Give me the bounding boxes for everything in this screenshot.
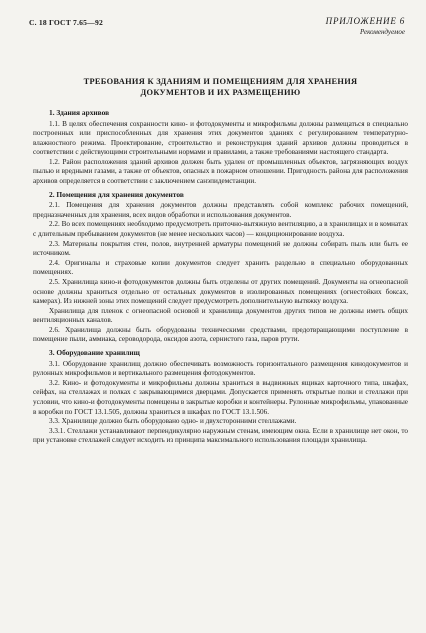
paragraph-3-3: 3.3. Хранилище должно быть оборудовано одно- и двухсторонними стеллажами. [49, 417, 297, 426]
paragraph-2-6: 2.6. Хранилища должны быть оборудованы техническими средствами, предотвращающими поступление в помещение пыли, аммиака, сероводорода, оксидов азота, сернистого газа, паров ртути. [33, 325, 408, 344]
appendix-label: ПРИЛОЖЕНИЕ 6 [325, 16, 405, 26]
paragraph-1-1: 1.1. В целях обеспечения сохранности кино- и фотодокументы и микрофильмы должны размещаться в специально построенных или приспособленных для хранения этих документов зданиях с регулированием температурно-влажностного режима. Проектирование, строительство и реконструкция зданий архивов должны проводиться в соответствии с действующими строительными нормами и правилами, а также требованиями настоящего стандарта. [33, 119, 408, 157]
title-line-2: ДОКУМЕНТОВ И ИХ РАЗМЕЩЕНИЮ [140, 88, 301, 97]
paragraph-3-3-1: 3.3.1. Стеллажи устанавливают перпендикулярно наружным стенам, имеющим окна. Если в хранилище нет окон, то при установке стеллажей следует исходить из принципа максимального использования площади хранилища. [33, 426, 408, 445]
paragraph-1-2: 1.2. Район расположения зданий архивов должен быть удален от промышленных объектов, загрязняющих воздух пылью и вредными газами, а также от объектов, опасных в пожарном отношении. Пригодность района для расположения архивов определяется в соответствии с заключением санэпидемстанции. [33, 157, 408, 186]
page-header [29, 12, 408, 42]
page-number-label: С. 18 ГОСТ 7.65—92 [29, 18, 103, 27]
title-line-1: ТРЕБОВАНИЯ К ЗДАНИЯМ И ПОМЕЩЕНИЯМ ДЛЯ ХРАНЕНИЯ [83, 77, 358, 86]
paragraph-2-2: 2.2. Во всех помещениях необходимо предусмотреть приточно-вытяжную вентиляцию, а в хранилищах и в комнатах с длительным пребыванием документов (не менее нескольких часов) — кондиционирование воздуха. [33, 220, 408, 238]
paragraph-2-5-cont: Хранилища для пленок с огнеопасной основой и хранилища документов других типов не должны иметь общих вентиляционных каналов. [33, 306, 408, 325]
paragraph-2-5: 2.5. Хранилища кино-и фотодокументов должны быть отделены от других помещений. Документы на огнеопасной основе должны храниться отдельно от остальных документов в изолированных помещениях (огнестойких боксах, камерах). Из нижней зоны этих помещений следует предусмотреть дополнительную вытяжку воздуха. [33, 277, 408, 306]
paragraph-2-3: 2.3. Материалы покрытия стен, полов, внутренней арматуры помещений не должны собирать пыль или быть ее источником. [33, 239, 408, 258]
section-1-heading: 1. Здания архивов [49, 108, 110, 117]
document-title [33, 76, 408, 98]
paragraph-2-4: 2.4. Оригиналы и страховые копии документов следует хранить раздельно в специально оборудованных помещениях. [33, 258, 408, 277]
section-3-heading: 3. Оборудование хранилищ [49, 348, 140, 358]
appendix-block [326, 16, 405, 36]
paragraph-3-1: 3.1. Оборудование хранилищ должно обеспечивать возможность горизонтального размещения кинодокументов и рулонных микрофильмов и вертикального размещения фотодокументов. [33, 359, 408, 378]
paragraph-2-1: 2.1. Помещения для хранения документов должны представлять собой комплекс рабочих помещений, предназначенных для хранения, всех видов обработки и использования документов. [33, 201, 408, 219]
paragraph-3-2: 3.2. Кино- и фотодокументы и микрофильмы должны храниться в выдвижных ящиках карточного типа, шкафах, сейфах, на стеллажах и полках с закрывающимися дверцами. Допускается применять открытые полки и стеллажи при условии, что кино-и фотодокументы помещены в закрытые коробки и контейнеры. Рулонные микрофильмы, упакованные в коробки по ГОСТ 13.1.505, должны храниться в шкафах по ГОСТ 13.1.506. [33, 378, 408, 416]
section-2-heading: 2. Помещения для хранения документов [49, 189, 184, 199]
appendix-status: Рекомендуемое [360, 28, 405, 36]
